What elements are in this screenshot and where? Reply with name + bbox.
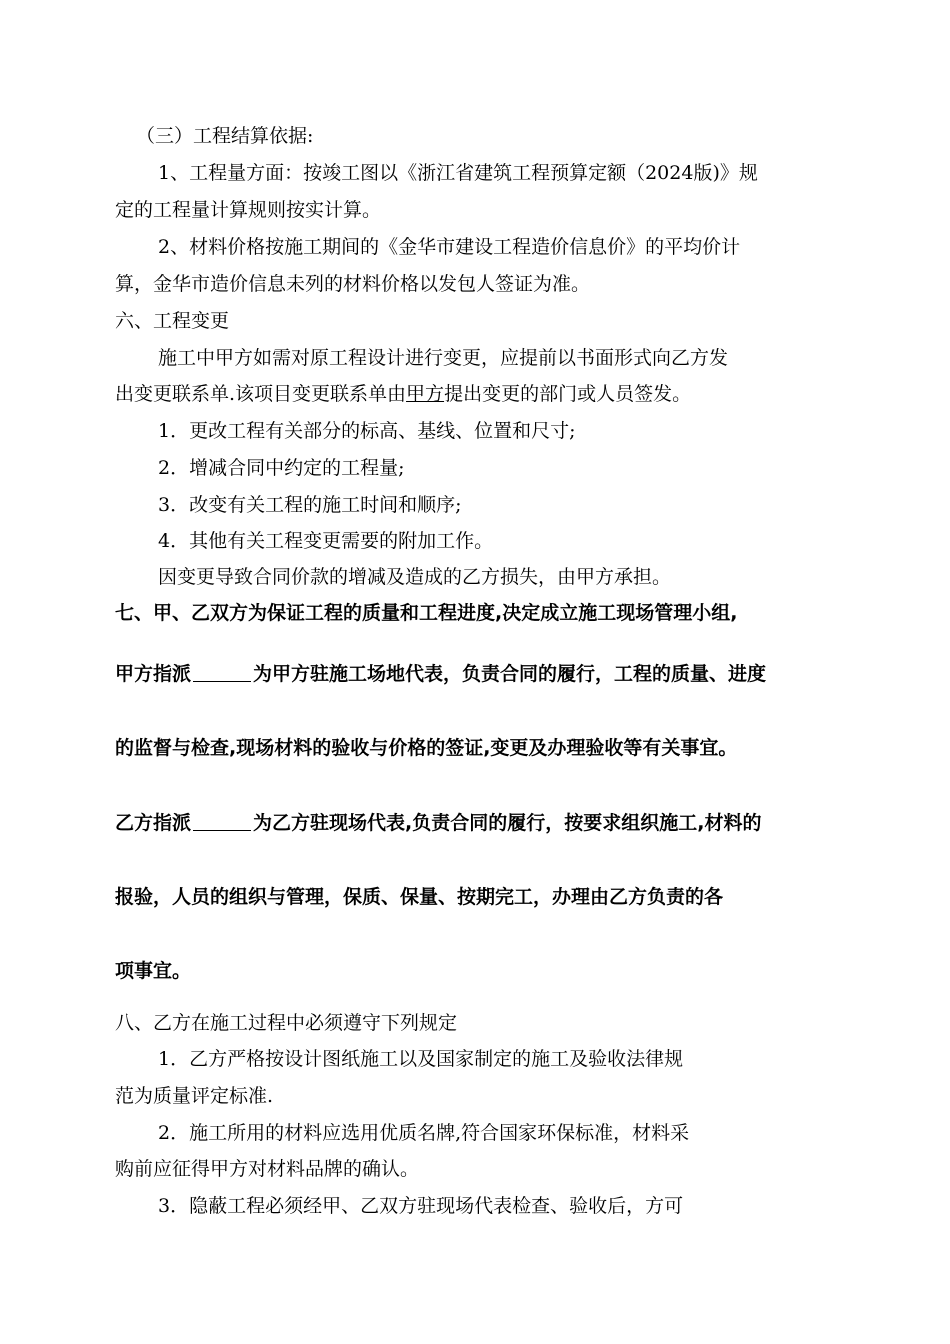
change-item-3: 3．改变有关工程的施工时间和顺序; — [158, 494, 462, 516]
party-a-representative-blank — [193, 663, 251, 682]
paragraph-price-line-2: 算，金华市造价信息未列的材料价格以发包人签证为准。 — [115, 273, 591, 295]
rule-item-3-line-1: 3．隐蔽工程必须经甲、乙双方驻现场代表检查、验收后，方可 — [158, 1195, 684, 1217]
change-item-4: 4．其他有关工程变更需要的附加工作。 — [158, 530, 494, 552]
rule-item-1-line-1: 1．乙方严格按设计图纸施工以及国家制定的施工及验收法律规 — [158, 1048, 684, 1070]
party-a-underlined: 甲方 — [406, 383, 445, 405]
party-b-assign-label: 乙方指派 — [115, 812, 192, 834]
rule-item-2-line-2: 购前应征得甲方对材料品牌的确认。 — [115, 1158, 420, 1180]
change-item-1: 1．更改工程有关部分的标高、基线、位置和尺寸; — [158, 420, 576, 442]
party-a-assign-label: 甲方指派 — [115, 663, 192, 685]
party-a-assign-text: 为甲方驻施工场地代表，负责合同的履行，工程的质量、进度 — [253, 663, 767, 685]
section-7-line-6: 项事宜。 — [115, 960, 192, 982]
paragraph-change-line-2 — [115, 381, 691, 407]
section-7-line-3: 的监督与检查,现场材料的验收与价格的签证,变更及办理验收等有关事宜。 — [115, 737, 738, 759]
section-8-heading: 八、乙方在施工过程中必须遵守下列规定 — [115, 1012, 458, 1034]
section-6-heading: 六、工程变更 — [115, 310, 230, 332]
section-3-title: （三）工程结算依据: — [136, 125, 314, 147]
party-b-representative-blank — [193, 812, 251, 831]
paragraph-change-line-1: 施工中甲方如需对原工程设计进行变更，应提前以书面形式向乙方发 — [158, 347, 729, 369]
rule-item-2-line-1: 2．施工所用的材料应选用优质名牌,符合国家环保标准，材料采 — [158, 1122, 690, 1144]
section-7-line-2 — [115, 661, 766, 687]
paragraph-change-cost: 因变更导致合同价款的增减及造成的乙方损失，由甲方承担。 — [158, 566, 672, 588]
paragraph-price-line-1: 2、材料价格按施工期间的《金华市建设工程造价信息价》的平均价计 — [158, 236, 741, 258]
change-text-part-3: 提出变更的部门或人员签发。 — [444, 383, 692, 405]
paragraph-quantity-line-1: 1、工程量方面：按竣工图以《浙江省建筑工程预算定额（2024版)》规 — [158, 162, 758, 184]
section-7-line-4 — [115, 810, 761, 836]
change-item-2: 2．增减合同中约定的工程量; — [158, 457, 405, 479]
section-7-line-5: 报验，人员的组织与管理，保质、保量、按期完工，办理由乙方负责的各 — [115, 886, 724, 908]
party-b-assign-text: 为乙方驻现场代表,负责合同的履行，按要求组织施工,材料的 — [253, 812, 762, 834]
paragraph-quantity-line-2: 定的工程量计算规则按实计算。 — [115, 199, 382, 221]
section-7-line-1: 七、甲、乙双方为保证工程的质量和工程进度,决定成立施工现场管理小组, — [115, 602, 738, 624]
rule-item-1-line-2: 范为质量评定标准. — [115, 1085, 274, 1107]
change-text-part-1: 出变更联系单.该项目变更联系单由 — [115, 383, 407, 405]
